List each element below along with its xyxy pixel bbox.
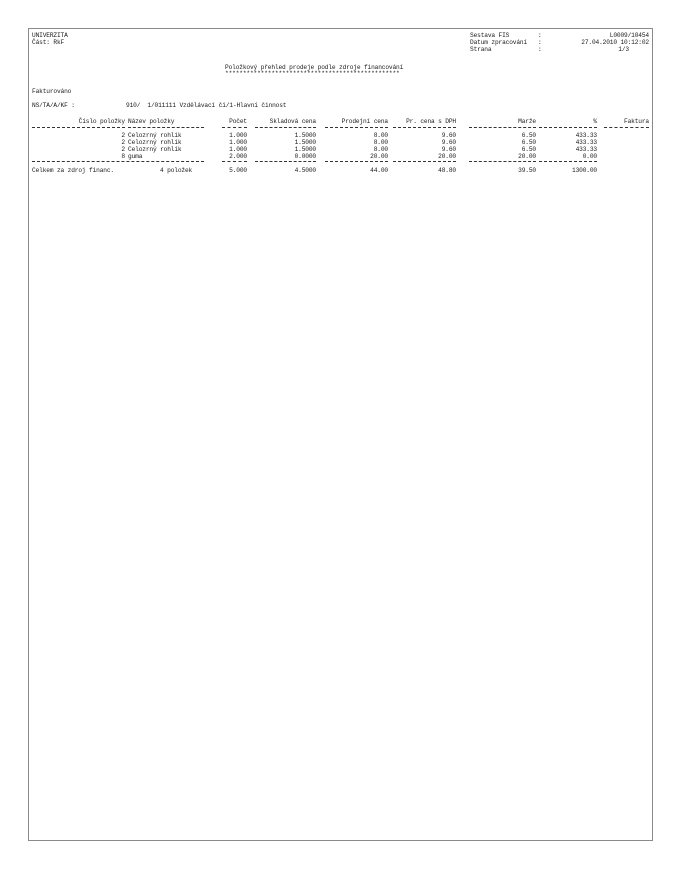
total-pocet: 5.000 (229, 167, 247, 174)
title-underline: ************************************************* (225, 70, 400, 77)
rule-total-procento (539, 161, 597, 162)
total-label: Celkem za zdroj financ. (32, 167, 114, 174)
cell-prodejni: 20.00 (370, 153, 388, 160)
report-sep: : (538, 32, 542, 39)
rule-dph (393, 127, 456, 128)
col-nazev: Název položky (128, 118, 175, 125)
col-marze: Marže (518, 118, 536, 125)
cell-cislo: 8 (121, 153, 125, 160)
rule-total-marze (469, 161, 536, 162)
cell-cislo: 2 (121, 146, 125, 153)
cell-prodejni: 8.00 (373, 132, 388, 139)
total-procento: 1300.00 (572, 167, 597, 174)
ns-value: 910/ 1/011111 Vzdělávací či/1-Hlavní činnost (126, 102, 287, 109)
report-page (28, 28, 653, 841)
rule-marze (469, 127, 536, 128)
cell-procento: 433.33 (575, 139, 597, 146)
cell-nazev: Celozrný rohlík (128, 139, 182, 146)
cell-procento: 433.33 (575, 132, 597, 139)
report-title: Položkový přehled prodeje podle zdroje financování (225, 64, 404, 71)
rule-prodejni (325, 127, 388, 128)
cell-procento: 433.33 (575, 146, 597, 153)
total-marze: 39.50 (518, 167, 536, 174)
cell-pocet: 1.000 (229, 139, 247, 146)
cell-cislo: 2 (121, 132, 125, 139)
cell-skladova: 0.0000 (294, 153, 316, 160)
ns-label: NS/TA/A/KF : (32, 102, 75, 109)
date-label: Datum zpracování (470, 39, 528, 46)
col-skladova: Skladová cena (269, 118, 316, 125)
page-value: 1/3 (618, 46, 629, 53)
page-sep: : (538, 46, 542, 53)
rule-nazev (128, 127, 204, 128)
rule-total-pocet (222, 161, 247, 162)
report-label: Sestava FIS (470, 32, 510, 39)
cell-pocet: 2.000 (229, 153, 247, 160)
cell-nazev: Celozrný rohlík (128, 146, 182, 153)
col-dph: Pr. cena s DPH (406, 118, 456, 125)
rule-procento (539, 127, 597, 128)
cell-marze: 20.00 (518, 153, 536, 160)
cell-skladova: 1.5000 (294, 146, 316, 153)
cell-marze: 6.50 (521, 139, 536, 146)
cell-nazev: guma (128, 153, 143, 160)
page-label: Strana (470, 46, 492, 53)
cell-nazev: Celozrný rohlík (128, 132, 182, 139)
org-part: Část: RkF (32, 39, 65, 46)
total-dph: 48.80 (438, 167, 456, 174)
cell-dph: 9.60 (441, 132, 456, 139)
cell-prodejni: 8.00 (373, 139, 388, 146)
section-label: Fakturováno (32, 88, 72, 95)
total-skladova: 4.5000 (294, 167, 316, 174)
cell-procento: 0.00 (582, 153, 597, 160)
col-prodejni: Prodejní cena (341, 118, 388, 125)
rule-faktura (604, 127, 649, 128)
cell-dph: 9.60 (441, 139, 456, 146)
total-prodejni: 44.00 (370, 167, 388, 174)
cell-skladova: 1.5000 (294, 139, 316, 146)
report-code: L0009/10454 (609, 32, 649, 39)
rule-total-skladova (255, 161, 316, 162)
rule-pocet (222, 127, 247, 128)
rule-total-dph (393, 161, 456, 162)
cell-skladova: 1.5000 (294, 132, 316, 139)
col-faktura: Faktura (624, 118, 649, 125)
cell-dph: 20.00 (438, 153, 456, 160)
cell-marze: 6.50 (521, 146, 536, 153)
rule-total-prodejni (325, 161, 388, 162)
rule-cislo (32, 127, 125, 128)
cell-prodejni: 8.00 (373, 146, 388, 153)
rule-skladova (255, 127, 316, 128)
org-name: UNIVERZITA (32, 32, 68, 39)
date-value: 27.04.2010 10:12:02 (581, 39, 649, 46)
rule-total-left (32, 161, 204, 162)
cell-pocet: 1.000 (229, 132, 247, 139)
cell-marze: 6.50 (521, 132, 536, 139)
date-sep: : (538, 39, 542, 46)
cell-cislo: 2 (121, 139, 125, 146)
col-procento: % (593, 118, 597, 125)
col-cislo: Číslo položky (78, 118, 125, 125)
total-count: 4 položek (160, 167, 193, 174)
cell-dph: 9.60 (441, 146, 456, 153)
col-pocet: Počet (229, 118, 247, 125)
cell-pocet: 1.000 (229, 146, 247, 153)
